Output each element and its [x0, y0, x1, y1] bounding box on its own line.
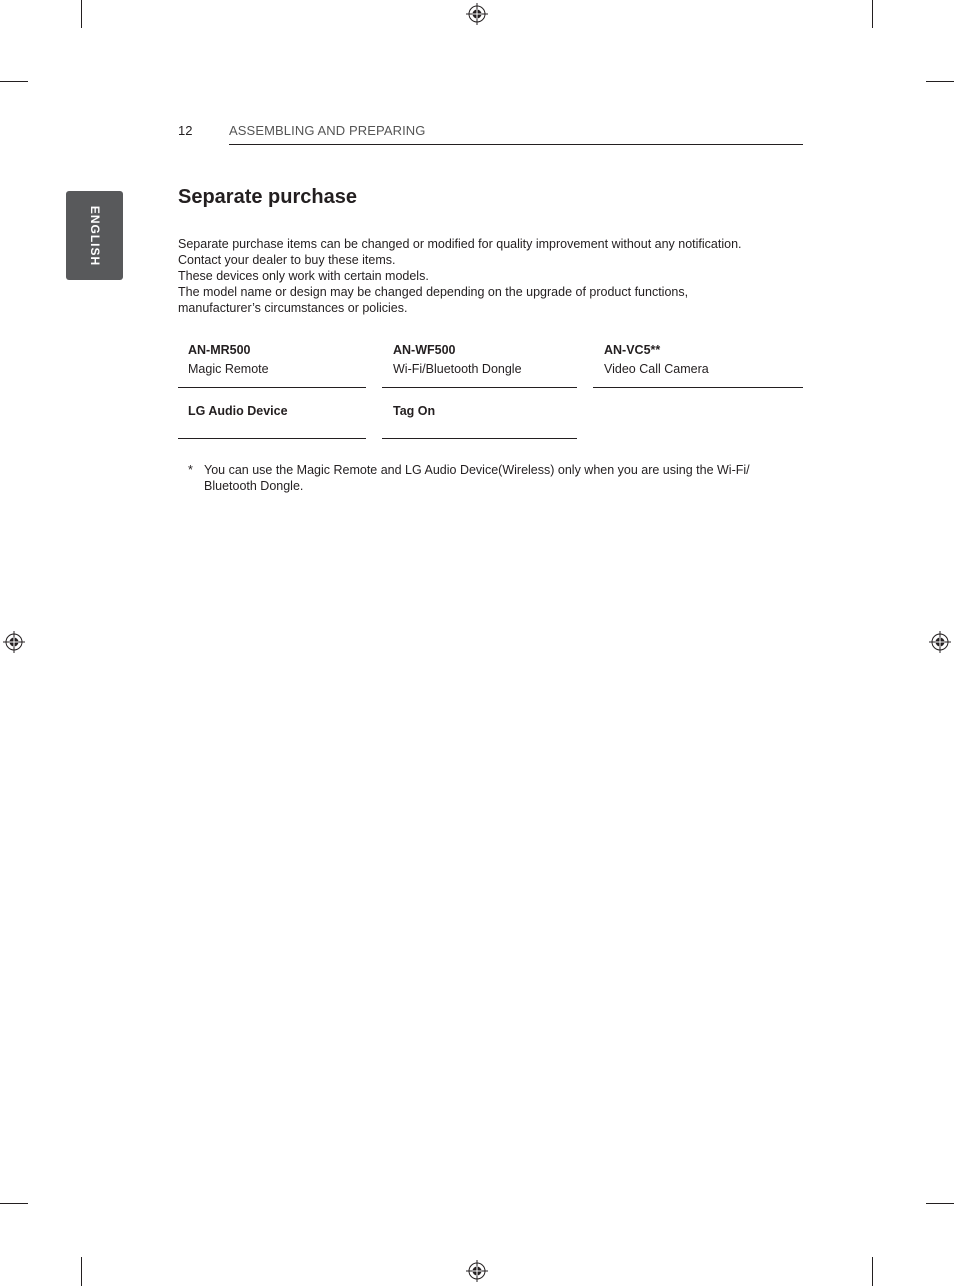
item-name: Video Call Camera [604, 362, 709, 376]
intro-line: These devices only work with certain models. [178, 269, 429, 283]
item-name: Magic Remote [188, 362, 269, 376]
footnote-marker: * [188, 463, 193, 477]
language-tab-label: ENGLISH [87, 205, 102, 266]
crop-mark [0, 81, 28, 82]
registration-mark-icon [929, 631, 951, 653]
page-number: 12 [178, 123, 193, 138]
item-divider [382, 438, 577, 439]
item-divider [382, 387, 577, 388]
item-divider [593, 387, 803, 388]
crop-mark [0, 1203, 28, 1204]
header-divider [229, 144, 803, 145]
item-an-mr500 [188, 341, 269, 379]
item-an-vc5 [604, 341, 709, 379]
item-model: AN-MR500 [188, 343, 251, 357]
crop-mark [926, 81, 954, 82]
footnote-text: You can use the Magic Remote and LG Audio Device(Wireless) only when you are using the Wi-Fi/ Bluetooth Dongle. [204, 463, 750, 493]
registration-mark-icon [466, 3, 488, 25]
intro-line: Contact your dealer to buy these items. [178, 253, 396, 267]
crop-mark [872, 0, 873, 28]
crop-mark [872, 1257, 873, 1286]
item-divider [178, 438, 366, 439]
intro-line: The model name or design may be changed depending on the upgrade of product functions, [178, 285, 689, 299]
item-an-wf500 [393, 341, 522, 379]
crop-mark [81, 1257, 82, 1286]
section-header: ASSEMBLING AND PREPARING [229, 123, 426, 138]
item-model: AN-VC5** [604, 343, 661, 357]
item-model: AN-WF500 [393, 343, 456, 357]
crop-mark [926, 1203, 954, 1204]
intro-paragraph [178, 236, 798, 316]
item-tag-on [393, 402, 435, 421]
registration-mark-icon [466, 1260, 488, 1282]
page-title: Separate purchase [178, 186, 357, 208]
crop-mark [81, 0, 82, 28]
item-model: Tag On [393, 404, 436, 418]
registration-mark-icon [3, 631, 25, 653]
item-lg-audio-device [188, 402, 288, 421]
intro-line: Separate purchase items can be changed or modified for quality improvement without any notification. [178, 237, 742, 251]
item-name: Wi-Fi/Bluetooth Dongle [393, 362, 522, 376]
item-model: LG Audio Device [188, 404, 288, 418]
intro-line: manufacturer’s circumstances or policies. [178, 301, 408, 315]
item-divider [178, 387, 366, 388]
language-tab [66, 191, 123, 280]
